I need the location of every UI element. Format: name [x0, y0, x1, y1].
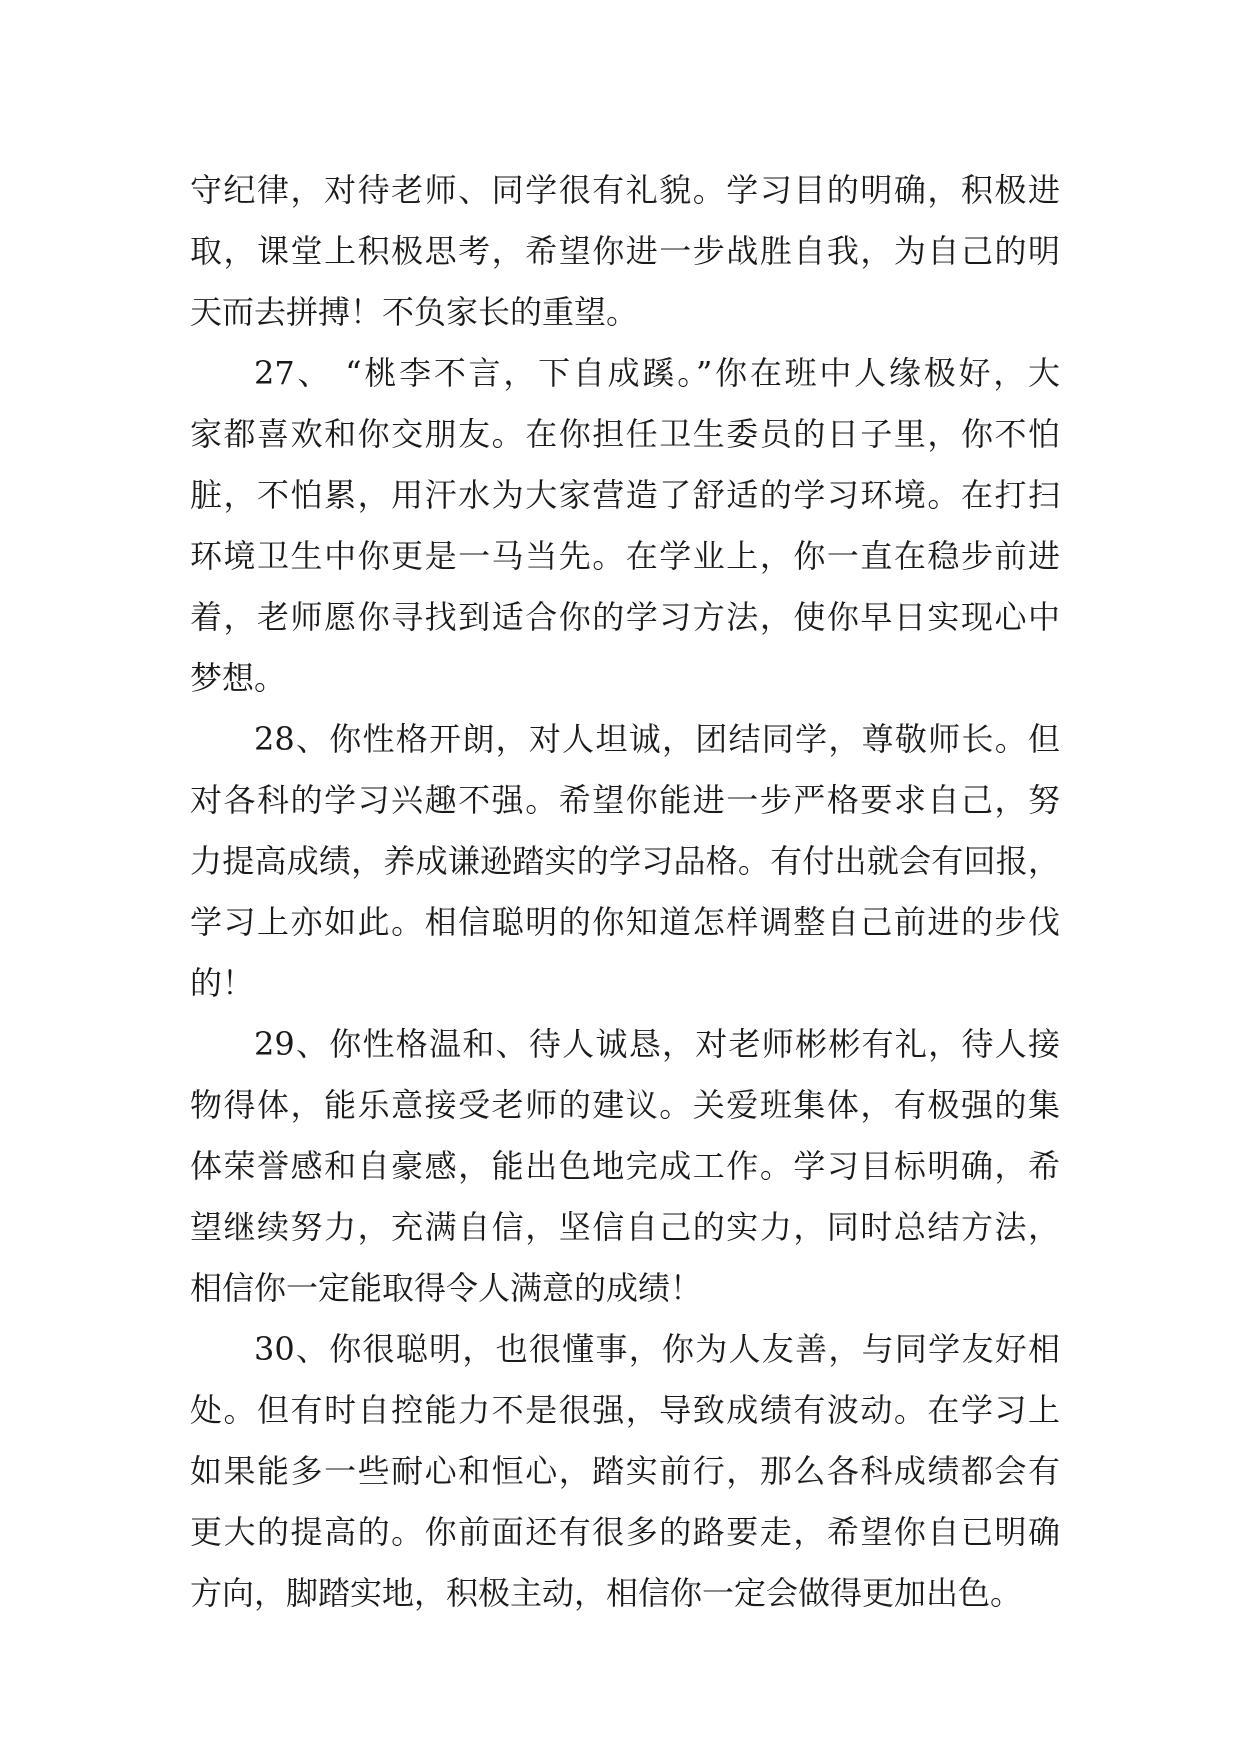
text-line: 方向，脚踏实地，积极主动，相信你一定会做得更加出色。 [190, 1574, 1023, 1612]
paragraph-27 [190, 343, 1060, 709]
paragraph-30 [190, 1319, 1060, 1624]
text-line: 家都喜欢和你交朋友。在你担任卫生委员的日子里，你不怕 [190, 415, 1060, 453]
paragraph-29 [190, 1014, 1060, 1319]
text-line: 梦想。 [190, 659, 287, 697]
text-line: 守纪律，对待老师、同学很有礼貌。学习目的明确，积极进 [190, 171, 1060, 209]
text-line: 的！ [190, 964, 255, 1002]
paragraph-26-continued [190, 160, 1060, 343]
text-line: 着，老师愿你寻找到适合你的学习方法，使你早日实现心中 [190, 598, 1060, 636]
text-line: 环境卫生中你更是一马当先。在学业上，你一直在稳步前进 [190, 537, 1060, 575]
text-line: 30、你很聪明，也很懂事，你为人友善，与同学友好相 [254, 1330, 1060, 1368]
text-line: 如果能多一些耐心和恒心，踏实前行，那么各科成绩都会有 [190, 1452, 1060, 1490]
text-line: 望继续努力，充满自信，坚信自己的实力，同时总结方法， [190, 1208, 1060, 1246]
text-line: 相信你一定能取得令人满意的成绩！ [190, 1269, 703, 1307]
text-line: 处。但有时自控能力不是很强，导致成绩有波动。在学习上 [190, 1391, 1060, 1429]
text-line: 体荣誉感和自豪感，能出色地完成工作。学习目标明确，希 [190, 1147, 1060, 1185]
document-body [190, 160, 1060, 1624]
text-line: 学习上亦如此。相信聪明的你知道怎样调整自己前进的步伐 [190, 903, 1060, 941]
text-line: 力提高成绩，养成谦逊踏实的学习品格。有付出就会有回报， [190, 842, 1060, 880]
text-line: 更大的提高的。你前面还有很多的路要走，希望你自已明确 [190, 1513, 1060, 1551]
text-line: 27、 “桃李不言，下自成蹊。”你在班中人缘极好，大 [254, 354, 1060, 392]
text-line: 28、你性格开朗，对人坦诚，团结同学，尊敬师长。但 [254, 720, 1060, 758]
text-line: 对各科的学习兴趣不强。希望你能进一步严格要求自己，努 [190, 781, 1060, 819]
text-line: 天而去拼搏！不负家长的重望。 [190, 293, 639, 331]
text-line: 取，课堂上积极思考，希望你进一步战胜自我，为自己的明 [190, 232, 1060, 270]
text-line: 物得体，能乐意接受老师的建议。关爱班集体，有极强的集 [190, 1086, 1060, 1124]
paragraph-28 [190, 709, 1060, 1014]
text-line: 29、你性格温和、待人诚恳，对老师彬彬有礼，待人接 [254, 1025, 1060, 1063]
text-line: 脏，不怕累，用汗水为大家营造了舒适的学习环境。在打扫 [190, 476, 1060, 514]
